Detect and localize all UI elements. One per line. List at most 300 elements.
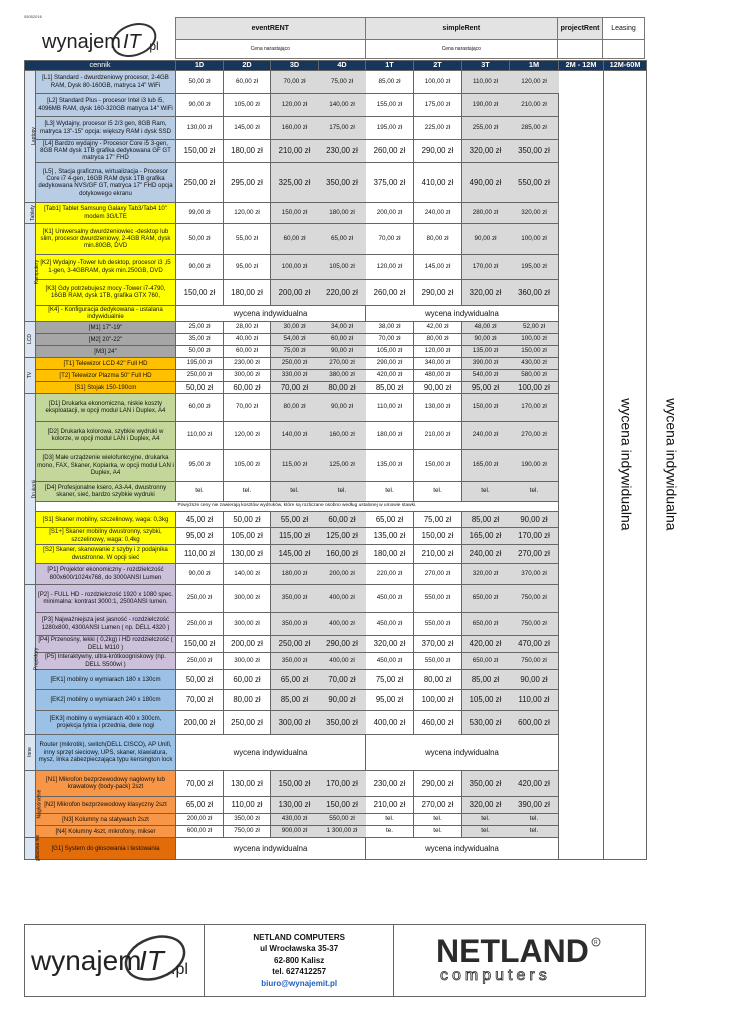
column-1m: 1M	[510, 61, 559, 71]
item-description: [M1] 17"-19"	[36, 321, 176, 333]
price-cell: 180,00 zł	[224, 279, 271, 305]
price-cell: 490,00 zł	[462, 162, 510, 202]
price-cell: 400,00 zł	[319, 652, 366, 669]
price-cell: 34,00 zł	[319, 321, 366, 333]
price-cell: 170,00 zł	[462, 254, 510, 279]
price-cell: 195,00 zł	[366, 116, 414, 139]
price-cell: 430,00 zł	[510, 357, 559, 369]
price-cell: 600,00 zł	[510, 710, 559, 734]
price-cell: 200,00 zł	[224, 635, 271, 652]
price-cell: 160,00 zł	[271, 116, 319, 139]
price-cell: 260,00 zł	[366, 279, 414, 305]
price-cell: tel.	[414, 813, 462, 825]
brand-leasing: Leasing	[603, 18, 645, 40]
price-cell: 320,00 zł	[462, 139, 510, 162]
column-3t: 3T	[462, 61, 510, 71]
price-cell: 150,00 zł	[319, 796, 366, 813]
price-cell: 285,00 zł	[510, 116, 559, 139]
category-projectors: Projektory	[25, 584, 36, 734]
price-cell: 230,00 zł	[319, 139, 366, 162]
item-description: [D1] Drukarka ekonomiczna, niskie koszty eksploatacji, w opcji moduł LAN i Duplex, A4	[36, 393, 176, 421]
price-cell: 145,00 zł	[224, 116, 271, 139]
price-cell: 90,00 zł	[176, 93, 224, 116]
company-name: NETLAND COMPUTERS	[253, 932, 345, 942]
price-cell: 450,00 zł	[366, 652, 414, 669]
price-row	[25, 511, 647, 527]
category-sound: Nagłośnienie	[25, 770, 36, 837]
price-cell: 80,00 zł	[224, 689, 271, 710]
price-cell: tel.	[414, 825, 462, 837]
price-cell: 54,00 zł	[271, 333, 319, 345]
item-description: [T1] Telewizor LCD 42" Full HD	[36, 357, 176, 369]
price-cell: 295,00 zł	[224, 162, 271, 202]
price-cell: 210,00 zł	[414, 421, 462, 449]
price-cell: 650,00 zł	[462, 584, 510, 612]
price-cell: 195,00 zł	[176, 357, 224, 369]
price-cell: 50,00 zł	[224, 511, 271, 527]
item-description: [D4] Profesjonalne ksero, A3-A4, dwustronny skaner, sieć, bardzo szybkie wydruki	[36, 481, 176, 501]
price-cell: 180,00 zł	[366, 544, 414, 563]
price-cell: 300,00 zł	[224, 369, 271, 381]
item-description: [N3] Kolumny na statywach 2szt	[36, 813, 176, 825]
price-cell: 115,00 zł	[271, 449, 319, 481]
item-description: [EK1] mobilny o wymiarach 180 x 130cm	[36, 669, 176, 689]
item-description: [L4] Bardzo wydajny - Procesor Core i5 3-gen, 8GB RAM dysk 1TB grafika dedykowana GF GT matryca 17" FHD	[36, 139, 176, 162]
price-cell: 130,00 zł	[224, 770, 271, 796]
price-cell: 50,00 zł	[176, 223, 224, 254]
price-row	[25, 770, 647, 796]
price-cell: 105,00 zł	[224, 527, 271, 544]
price-cell: 150,00 zł	[414, 449, 462, 481]
price-cell: 650,00 zł	[462, 612, 510, 635]
price-cell: 70,00 zł	[176, 770, 224, 796]
company-city: 62-800 Kalisz	[274, 955, 325, 965]
price-cell: 650,00 zł	[462, 652, 510, 669]
column-12m-60m: 12M-60M	[604, 61, 647, 71]
price-cell: 350,00 zł	[271, 584, 319, 612]
price-cell: 250,00 zł	[176, 369, 224, 381]
price-cell: 95,00 zł	[366, 689, 414, 710]
price-cell: 250,00 zł	[224, 710, 271, 734]
price-row	[25, 254, 647, 279]
column-4d: 4D	[319, 61, 366, 71]
price-cell: 195,00 zł	[510, 254, 559, 279]
category-lcd: LCD	[25, 321, 36, 357]
price-cell: 320,00 zł	[462, 279, 510, 305]
price-row	[25, 333, 647, 345]
netland-brand: NETLAND	[435, 933, 589, 969]
price-cell: 200,00 zł	[319, 563, 366, 584]
brand-eventrent: eventRENT	[176, 18, 366, 40]
event-individual-quote: wycena indywidualna	[176, 305, 366, 321]
item-description: [K1] Uniwersalny dwurdzeniowiec -desktop lub slim, procesor dwurdzeniowy, 2-4GB RAM, dysk min.80GB, DVD	[36, 223, 176, 254]
price-cell: 85,00 zł	[462, 511, 510, 527]
price-cell: tel.	[462, 813, 510, 825]
column-1t: 1T	[366, 61, 414, 71]
price-cell: 85,00 zł	[366, 70, 414, 93]
price-cell: 270,00 zł	[319, 357, 366, 369]
price-cell: tel.	[510, 813, 559, 825]
price-cell: 250,00 zł	[176, 652, 224, 669]
price-cell: 270,00 zł	[414, 563, 462, 584]
company-phone: tel. 627412257	[272, 967, 327, 977]
simple-individual-quote: wycena indywidualna	[366, 734, 559, 770]
item-description: [T2] Telewizor Plazma 50" Full HD	[36, 369, 176, 381]
logo-suffix: .pl	[146, 39, 159, 53]
category-voting: głosowa nie	[25, 837, 36, 859]
price-row	[25, 279, 647, 305]
price-cell: 290,00 zł	[414, 279, 462, 305]
price-row	[25, 162, 647, 202]
item-description: [P3] Najważniejsza jest jasność - rozdzielczość 1280x800, 4300ANSI Lumen ( np. DELL 4320 )	[36, 612, 176, 635]
price-cell: 430,00 zł	[271, 813, 319, 825]
price-cell: tel.	[462, 825, 510, 837]
price-cell: 110,00 zł	[510, 689, 559, 710]
price-cell: 550,00 zł	[414, 652, 462, 669]
price-row	[25, 825, 647, 837]
price-cell: 115,00 zł	[271, 527, 319, 544]
price-cell: 80,00 zł	[414, 669, 462, 689]
price-cell: 105,00 zł	[224, 93, 271, 116]
price-cell: 450,00 zł	[366, 584, 414, 612]
price-cell: 420,00 zł	[462, 635, 510, 652]
price-cell: 350,00 zł	[271, 612, 319, 635]
price-cell: 75,00 zł	[366, 669, 414, 689]
price-row	[25, 449, 647, 481]
item-description: [S1] Stojak 150-190cm	[36, 381, 176, 393]
price-cell: 100,00 zł	[414, 70, 462, 93]
price-cell: 60,00 zł	[224, 345, 271, 357]
price-cell: 60,00 zł	[319, 511, 366, 527]
price-cell: 145,00 zł	[271, 544, 319, 563]
price-cell: 75,00 zł	[319, 70, 366, 93]
price-cell: 90,00 zł	[462, 333, 510, 345]
price-cell: 135,00 zł	[462, 345, 510, 357]
price-cell: 100,00 zł	[510, 333, 559, 345]
price-cell: 375,00 zł	[366, 162, 414, 202]
price-cell: 180,00 zł	[224, 139, 271, 162]
price-cell: 170,00 zł	[319, 770, 366, 796]
price-cell: 270,00 zł	[510, 544, 559, 563]
column-2m-12m: 2M - 12M	[559, 61, 604, 71]
price-cell: 150,00 zł	[510, 345, 559, 357]
price-cell: 350,00 zł	[462, 770, 510, 796]
price-cell: 120,00 zł	[366, 254, 414, 279]
price-cell: 540,00 zł	[462, 369, 510, 381]
price-cell: 165,00 zł	[462, 449, 510, 481]
simple-individual-quote: wycena indywidualna	[366, 305, 559, 321]
price-cell: 120,00 zł	[510, 70, 559, 93]
price-cell: 30,00 zł	[271, 321, 319, 333]
price-cell: 290,00 zł	[414, 139, 462, 162]
price-cell: 160,00 zł	[319, 421, 366, 449]
price-cell: te.	[366, 825, 414, 837]
category-tv: TV	[25, 357, 36, 393]
price-row	[25, 345, 647, 357]
price-row	[25, 321, 647, 333]
price-cell: 750,00 zł	[510, 652, 559, 669]
price-row	[25, 381, 647, 393]
item-description: [P5] Interaktywny, ultra-krótkoogniskowy (np. DELL S500wi )	[36, 652, 176, 669]
price-cell: 390,00 zł	[462, 357, 510, 369]
price-cell: 55,00 zł	[271, 511, 319, 527]
price-cell: tel.	[414, 481, 462, 501]
price-cell: 85,00 zł	[462, 669, 510, 689]
price-cell: 48,00 zł	[462, 321, 510, 333]
price-cell: 80,00 zł	[414, 333, 462, 345]
price-cell: 210,00 zł	[510, 93, 559, 116]
price-cell: 240,00 zł	[462, 421, 510, 449]
price-cell: 130,00 zł	[224, 544, 271, 563]
price-cell: 130,00 zł	[414, 393, 462, 421]
item-description: [K3] Gdy potrzebujesz mocy -Tower i7-4790, 16GB RAM, dysk 1TB, grafika GTX 760,	[36, 279, 176, 305]
price-cell: 450,00 zł	[366, 612, 414, 635]
price-cell: 125,00 zł	[319, 449, 366, 481]
price-cell: 70,00 zł	[271, 381, 319, 393]
item-description: [N2] Mikrofon bezprzewodowy klasyczny 2szt	[36, 796, 176, 813]
price-cell: 370,00 zł	[414, 635, 462, 652]
price-cell: 110,00 zł	[366, 393, 414, 421]
price-cell: 90,00 zł	[414, 381, 462, 393]
price-cell: 95,00 zł	[224, 254, 271, 279]
price-cell: tel.	[510, 481, 559, 501]
price-cell: 70,00 zł	[319, 669, 366, 689]
price-row	[25, 635, 647, 652]
price-cell: 100,00 zł	[510, 223, 559, 254]
price-cell: 145,00 zł	[414, 254, 462, 279]
item-description: [K2] Wydajny -Tower lub desktop, procesor i3 ,i5 1-gen, 3-4GBRAM, dysk min.250GB, DVD	[36, 254, 176, 279]
price-row	[25, 527, 647, 544]
item-description: [G1] System do głosowania i testowania	[36, 837, 176, 859]
printer-note: Powyższe ceny nie zawierają kosztów wydruków, które są rozliczane osobno według ustalonej w umowie stawki.	[36, 501, 559, 511]
price-cell: 150,00 zł	[462, 393, 510, 421]
price-cell: 530,00 zł	[462, 710, 510, 734]
simple-individual-quote: wycena indywidualna	[366, 837, 559, 859]
price-cell: 150,00 zł	[176, 139, 224, 162]
price-cell: 120,00 zł	[271, 93, 319, 116]
price-cell: 200,00 zł	[176, 813, 224, 825]
price-cell: 290,00 zł	[366, 357, 414, 369]
price-cell: 90,00 zł	[319, 393, 366, 421]
logo-it: IT	[123, 31, 141, 53]
price-cell: 250,00 zł	[271, 357, 319, 369]
price-cell: 470,00 zł	[510, 635, 559, 652]
price-cell: 420,00 zł	[366, 369, 414, 381]
price-cell: 175,00 zł	[414, 93, 462, 116]
price-cell: 65,00 zł	[176, 796, 224, 813]
price-row	[25, 223, 647, 254]
price-cell: 60,00 zł	[176, 393, 224, 421]
price-cell: 230,00 zł	[366, 770, 414, 796]
price-cell: 200,00 zł	[176, 710, 224, 734]
price-cell: 190,00 zł	[510, 449, 559, 481]
price-cell: 80,00 zł	[319, 381, 366, 393]
price-row	[25, 116, 647, 139]
logo-prefix: wynajem	[42, 31, 121, 53]
price-cell: 1 300,00 zł	[319, 825, 366, 837]
price-cell: 410,00 zł	[414, 162, 462, 202]
column-cennik: cennik	[25, 61, 176, 71]
price-cell: 240,00 zł	[462, 544, 510, 563]
price-cell: 75,00 zł	[414, 511, 462, 527]
item-description: [K4] - Konfiguracja dedykowana - ustalana indywidualnie	[36, 305, 176, 321]
price-cell: 580,00 zł	[510, 369, 559, 381]
price-cell: 95,00 zł	[176, 527, 224, 544]
item-description: [S1+] Skaner mobilny dwustronny, szybki, szczelinowy, waga: 0,4kg	[36, 527, 176, 544]
wynajemit-logo-bottom	[25, 928, 200, 988]
price-cell: tel.	[510, 825, 559, 837]
price-cell: 460,00 zł	[414, 710, 462, 734]
price-cell: 70,00 zł	[224, 393, 271, 421]
price-cell: 270,00 zł	[510, 421, 559, 449]
price-row	[25, 305, 647, 321]
price-cell: 280,00 zł	[462, 202, 510, 223]
price-cell: 750,00 zł	[224, 825, 271, 837]
price-cell: tel.	[176, 481, 224, 501]
price-cell: 90,00 zł	[176, 563, 224, 584]
price-cell: 90,00 zł	[462, 223, 510, 254]
price-cell: 250,00 zł	[176, 584, 224, 612]
price-cell: 320,00 zł	[510, 202, 559, 223]
item-description: [L2] Standard Plus - procesor Intel i3 lub i5, 4096MB RAM, dysk 160-320GB matryca 14" WiFi	[36, 93, 176, 116]
price-cell: 105,00 zł	[462, 689, 510, 710]
price-cell: 90,00 zł	[319, 345, 366, 357]
category-printers: Drukarki	[25, 393, 36, 584]
price-cell: 100,00 zł	[414, 689, 462, 710]
price-cell: 125,00 zł	[319, 527, 366, 544]
price-cell: 340,00 zł	[414, 357, 462, 369]
price-row	[25, 357, 647, 369]
price-cell: 900,00 zł	[271, 825, 319, 837]
item-description: [P4] Przenośny, lekki ( 0,2kg) i HD rozdzielczość ( DELL M110 )	[36, 635, 176, 652]
price-cell: 80,00 zł	[414, 223, 462, 254]
price-cell: 100,00 zł	[271, 254, 319, 279]
price-cell: tel.	[462, 481, 510, 501]
price-cell: 600,00 zł	[176, 825, 224, 837]
price-cell: 400,00 zł	[366, 710, 414, 734]
item-description: [P1] Projektor ekonomiczny - rozdzielczość 800x600/1024x768, do 3000ANSI Lumen	[36, 563, 176, 584]
price-cell: 150,00 zł	[176, 635, 224, 652]
price-cell: 180,00 zł	[366, 421, 414, 449]
price-cell: 80,00 zł	[271, 393, 319, 421]
price-cell: 380,00 zł	[319, 369, 366, 381]
price-cell: 300,00 zł	[224, 612, 271, 635]
price-cell: 260,00 zł	[366, 139, 414, 162]
price-row	[25, 393, 647, 421]
price-cell: 85,00 zł	[271, 689, 319, 710]
price-cell: 110,00 zł	[224, 796, 271, 813]
price-cell: 105,00 zł	[319, 254, 366, 279]
price-cell: tel.	[366, 481, 414, 501]
item-description: [EK2] mobilny o wymiarach 240 x 180cm	[36, 689, 176, 710]
price-cell: 220,00 zł	[319, 279, 366, 305]
price-cell: 300,00 zł	[224, 584, 271, 612]
price-row	[25, 421, 647, 449]
price-row	[25, 796, 647, 813]
price-cell: 25,00 zł	[176, 321, 224, 333]
price-cell: 40,00 zł	[224, 333, 271, 345]
price-cell: 65,00 zł	[366, 511, 414, 527]
price-cell: 130,00 zł	[176, 116, 224, 139]
item-description: [N4] Kolumny 4szt, mikrofony, mikser	[36, 825, 176, 837]
price-cell: 110,00 zł	[176, 421, 224, 449]
simple-subtitle: Cena narastająco	[365, 39, 558, 58]
price-cell: 140,00 zł	[319, 93, 366, 116]
event-subtitle: Cena narastająco	[176, 39, 366, 58]
price-cell: 350,00 zł	[271, 652, 319, 669]
price-cell: 120,00 zł	[224, 202, 271, 223]
price-cell: 85,00 zł	[366, 381, 414, 393]
leasing-individual-quote: wycena indywidualna	[604, 70, 647, 859]
price-row	[25, 837, 647, 859]
price-row	[25, 734, 647, 770]
price-cell: 400,00 zł	[319, 584, 366, 612]
price-cell: 360,00 zł	[510, 279, 559, 305]
price-cell: 110,00 zł	[176, 544, 224, 563]
price-cell: 95,00 zł	[462, 381, 510, 393]
price-cell: 150,00 zł	[271, 202, 319, 223]
brand-projectrent: projectRent	[558, 18, 603, 40]
price-cell: 42,00 zł	[414, 321, 462, 333]
item-description: [Tab1] Tablet Samsung Galaxy Tab3/Tab4 10" modem 3G/LTE	[36, 202, 176, 223]
price-cell: 130,00 zł	[271, 796, 319, 813]
item-description: [D3] Małe urządzenie wielofunkcyjne, drukarka mono, FAX, Skaner, Kopiarka, w opcji moduł LAN i Duplex, A4	[36, 449, 176, 481]
price-cell: 325,00 zł	[271, 162, 319, 202]
item-description: [P2] - FULL HD - rozdzielczość 1920 x 1080 spec. minimalna: kontrast 3000:1, 2500ANSI lumen.	[36, 584, 176, 612]
logo-it: IT	[139, 945, 164, 976]
price-cell: 210,00 zł	[414, 544, 462, 563]
price-cell: 60,00 zł	[224, 669, 271, 689]
price-cell: 135,00 zł	[366, 449, 414, 481]
price-cell: 300,00 zł	[224, 652, 271, 669]
price-cell: 38,00 zł	[366, 321, 414, 333]
price-cell: 95,00 zł	[176, 449, 224, 481]
price-cell: 350,00 zł	[510, 139, 559, 162]
project-individual-quote: wycena indywidualna	[559, 70, 604, 859]
company-email[interactable]: biuro@wynajemit.pl	[261, 978, 338, 988]
item-description: [L3] Wydajny, procesor i5 2/3 gen, 8GB Ram, matryca 13"-15" opcja: większy RAM i dysk SSD	[36, 116, 176, 139]
price-cell: 70,00 zł	[271, 70, 319, 93]
event-individual-quote: wycena indywidualna	[176, 734, 366, 770]
price-cell: 550,00 zł	[319, 813, 366, 825]
event-individual-quote: wycena indywidualna	[176, 837, 366, 859]
price-cell: 210,00 zł	[366, 796, 414, 813]
price-cell: 99,00 zł	[176, 202, 224, 223]
category-other: Inne	[25, 734, 36, 770]
price-row	[25, 139, 647, 162]
category-tablets: Tablety	[25, 202, 36, 223]
price-row	[25, 669, 647, 689]
price-row	[25, 689, 647, 710]
price-cell: 480,00 zł	[414, 369, 462, 381]
price-cell: 170,00 zł	[510, 527, 559, 544]
price-cell: 28,00 zł	[224, 321, 271, 333]
logo-suffix: .pl	[171, 961, 188, 978]
netland-logo	[430, 928, 610, 988]
price-cell: 35,00 zł	[176, 333, 224, 345]
price-row	[25, 710, 647, 734]
price-cell: 230,00 zł	[224, 357, 271, 369]
column-header-row	[25, 61, 647, 71]
netland-subtitle: computers	[439, 967, 551, 984]
category-computers: Komputery	[25, 223, 36, 321]
price-cell: 350,00 zł	[319, 710, 366, 734]
price-row	[25, 481, 647, 501]
item-description: [M3] 24"	[36, 345, 176, 357]
price-cell: tel.	[319, 481, 366, 501]
column-3d: 3D	[271, 61, 319, 71]
item-description: [L1] Standard - dwurdzeniowy procesor, 2-4GB RAM, Dysk 80-160GB, matryca 14" WiFi	[36, 70, 176, 93]
